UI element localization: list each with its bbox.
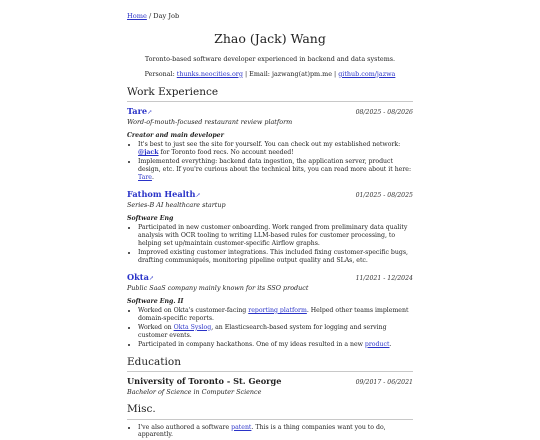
job-dates: 08/2025 - 08/2026	[355, 109, 413, 117]
breadcrumb-current: Day Job	[153, 12, 180, 20]
tagline: Toronto-based software developer experienced in backend and data systems.	[144, 55, 396, 64]
okta-syslog-link[interactable]: Okta Syslog	[173, 323, 212, 331]
breadcrumb-separator: /	[146, 12, 154, 20]
tare-writeup-link[interactable]: Tare	[138, 174, 152, 182]
breadcrumb	[127, 12, 413, 20]
patent-link[interactable]: patent	[231, 423, 252, 431]
education-entry	[127, 376, 413, 396]
job-dates: 01/2025 - 08/2025	[355, 192, 413, 199]
job-dates: 11/2021 - 12/2024	[355, 274, 413, 282]
job-role: Software Eng. II	[127, 297, 184, 305]
misc-bullets	[127, 424, 413, 440]
misc-heading: Misc.	[127, 403, 413, 419]
list-item: • Worked on Okta's customer-facing reporting platform. Helped other teams implement domain-specific reports.	[138, 307, 413, 323]
education-heading: Education	[127, 356, 413, 372]
personal-site-link[interactable]: thunks.neocities.org	[176, 69, 243, 78]
job-role: Software Eng	[127, 215, 174, 223]
breadcrumb-home-link[interactable]: Home	[127, 12, 147, 20]
work-experience-heading: Work Experience	[127, 86, 413, 102]
github-link[interactable]: github.com/jazwa	[338, 69, 396, 78]
job-bullets	[127, 141, 413, 182]
reporting-platform-link[interactable]: reporting platform	[248, 306, 307, 314]
company-description: Word-of-mouth-focused restaurant review platform	[127, 118, 293, 127]
education-dates: 09/2017 - 06/2021	[355, 378, 413, 386]
list-item: • It's best to just see the site for yourself. You can check out my established network: @jack for Toronto food recs. No account needed!	[138, 141, 413, 157]
list-item: • Implemented everything: backend data ingestion, the application server, product design, etc. If you're curious about the technical bits, you can read more about it here: Tare.	[138, 158, 413, 182]
list-item: • Participated in new customer onboarding. Work ranged from preliminary data quality analysis with OCR tooling to writing LLM-based rules for customer processing, to helping set up/maintain customer-specific Airflow graphs.	[138, 224, 413, 248]
company-link-fathom[interactable]: Fathom Health↗	[127, 189, 201, 199]
job-fathom-health	[127, 189, 413, 265]
product-link[interactable]: product	[364, 340, 390, 348]
job-okta	[127, 272, 413, 349]
jack-profile-link[interactable]: @jack	[138, 149, 159, 157]
page-title: Zhao (Jack) Wang	[214, 31, 326, 47]
contact-prefix: Personal:	[144, 69, 177, 78]
company-link-tare[interactable]: Tare↗	[127, 106, 153, 117]
external-link-icon: ↗	[148, 274, 154, 282]
list-item: • Worked on Okta Syslog, an Elasticsearch-based system for logging and serving customer events.	[138, 324, 413, 340]
company-link-okta[interactable]: Okta↗	[127, 271, 154, 282]
job-tare	[127, 106, 413, 182]
degree: Bachelor of Science in Computer Science	[127, 387, 262, 396]
external-link-icon: ↗	[147, 109, 153, 117]
job-bullets	[127, 307, 413, 349]
contact-line	[127, 70, 413, 78]
job-bullets	[127, 224, 413, 265]
list-item: • Improved existing customer integrations. This included fixing customer-specific bugs, drafting communiqués, monitoring pipeline output quality and SLAs, etc.	[138, 249, 413, 265]
company-description: Public SaaS company mainly known for its SSO product	[127, 283, 309, 292]
school-name: University of Toronto - St. George	[127, 375, 282, 386]
list-item: • I've also authored a software patent. This is a thing companies want you to do, apparently.	[138, 424, 413, 440]
job-role: Creator and main developer	[127, 132, 224, 140]
company-description: Series-B AI healthcare startup	[127, 200, 226, 209]
list-item: • Participated in company hackathons. One of my ideas resulted in a new product.	[138, 341, 413, 349]
resume-page	[127, 12, 413, 440]
external-link-icon: ↗	[195, 192, 201, 199]
email-text: | Email: jazwang(at)pm.me |	[242, 69, 339, 78]
